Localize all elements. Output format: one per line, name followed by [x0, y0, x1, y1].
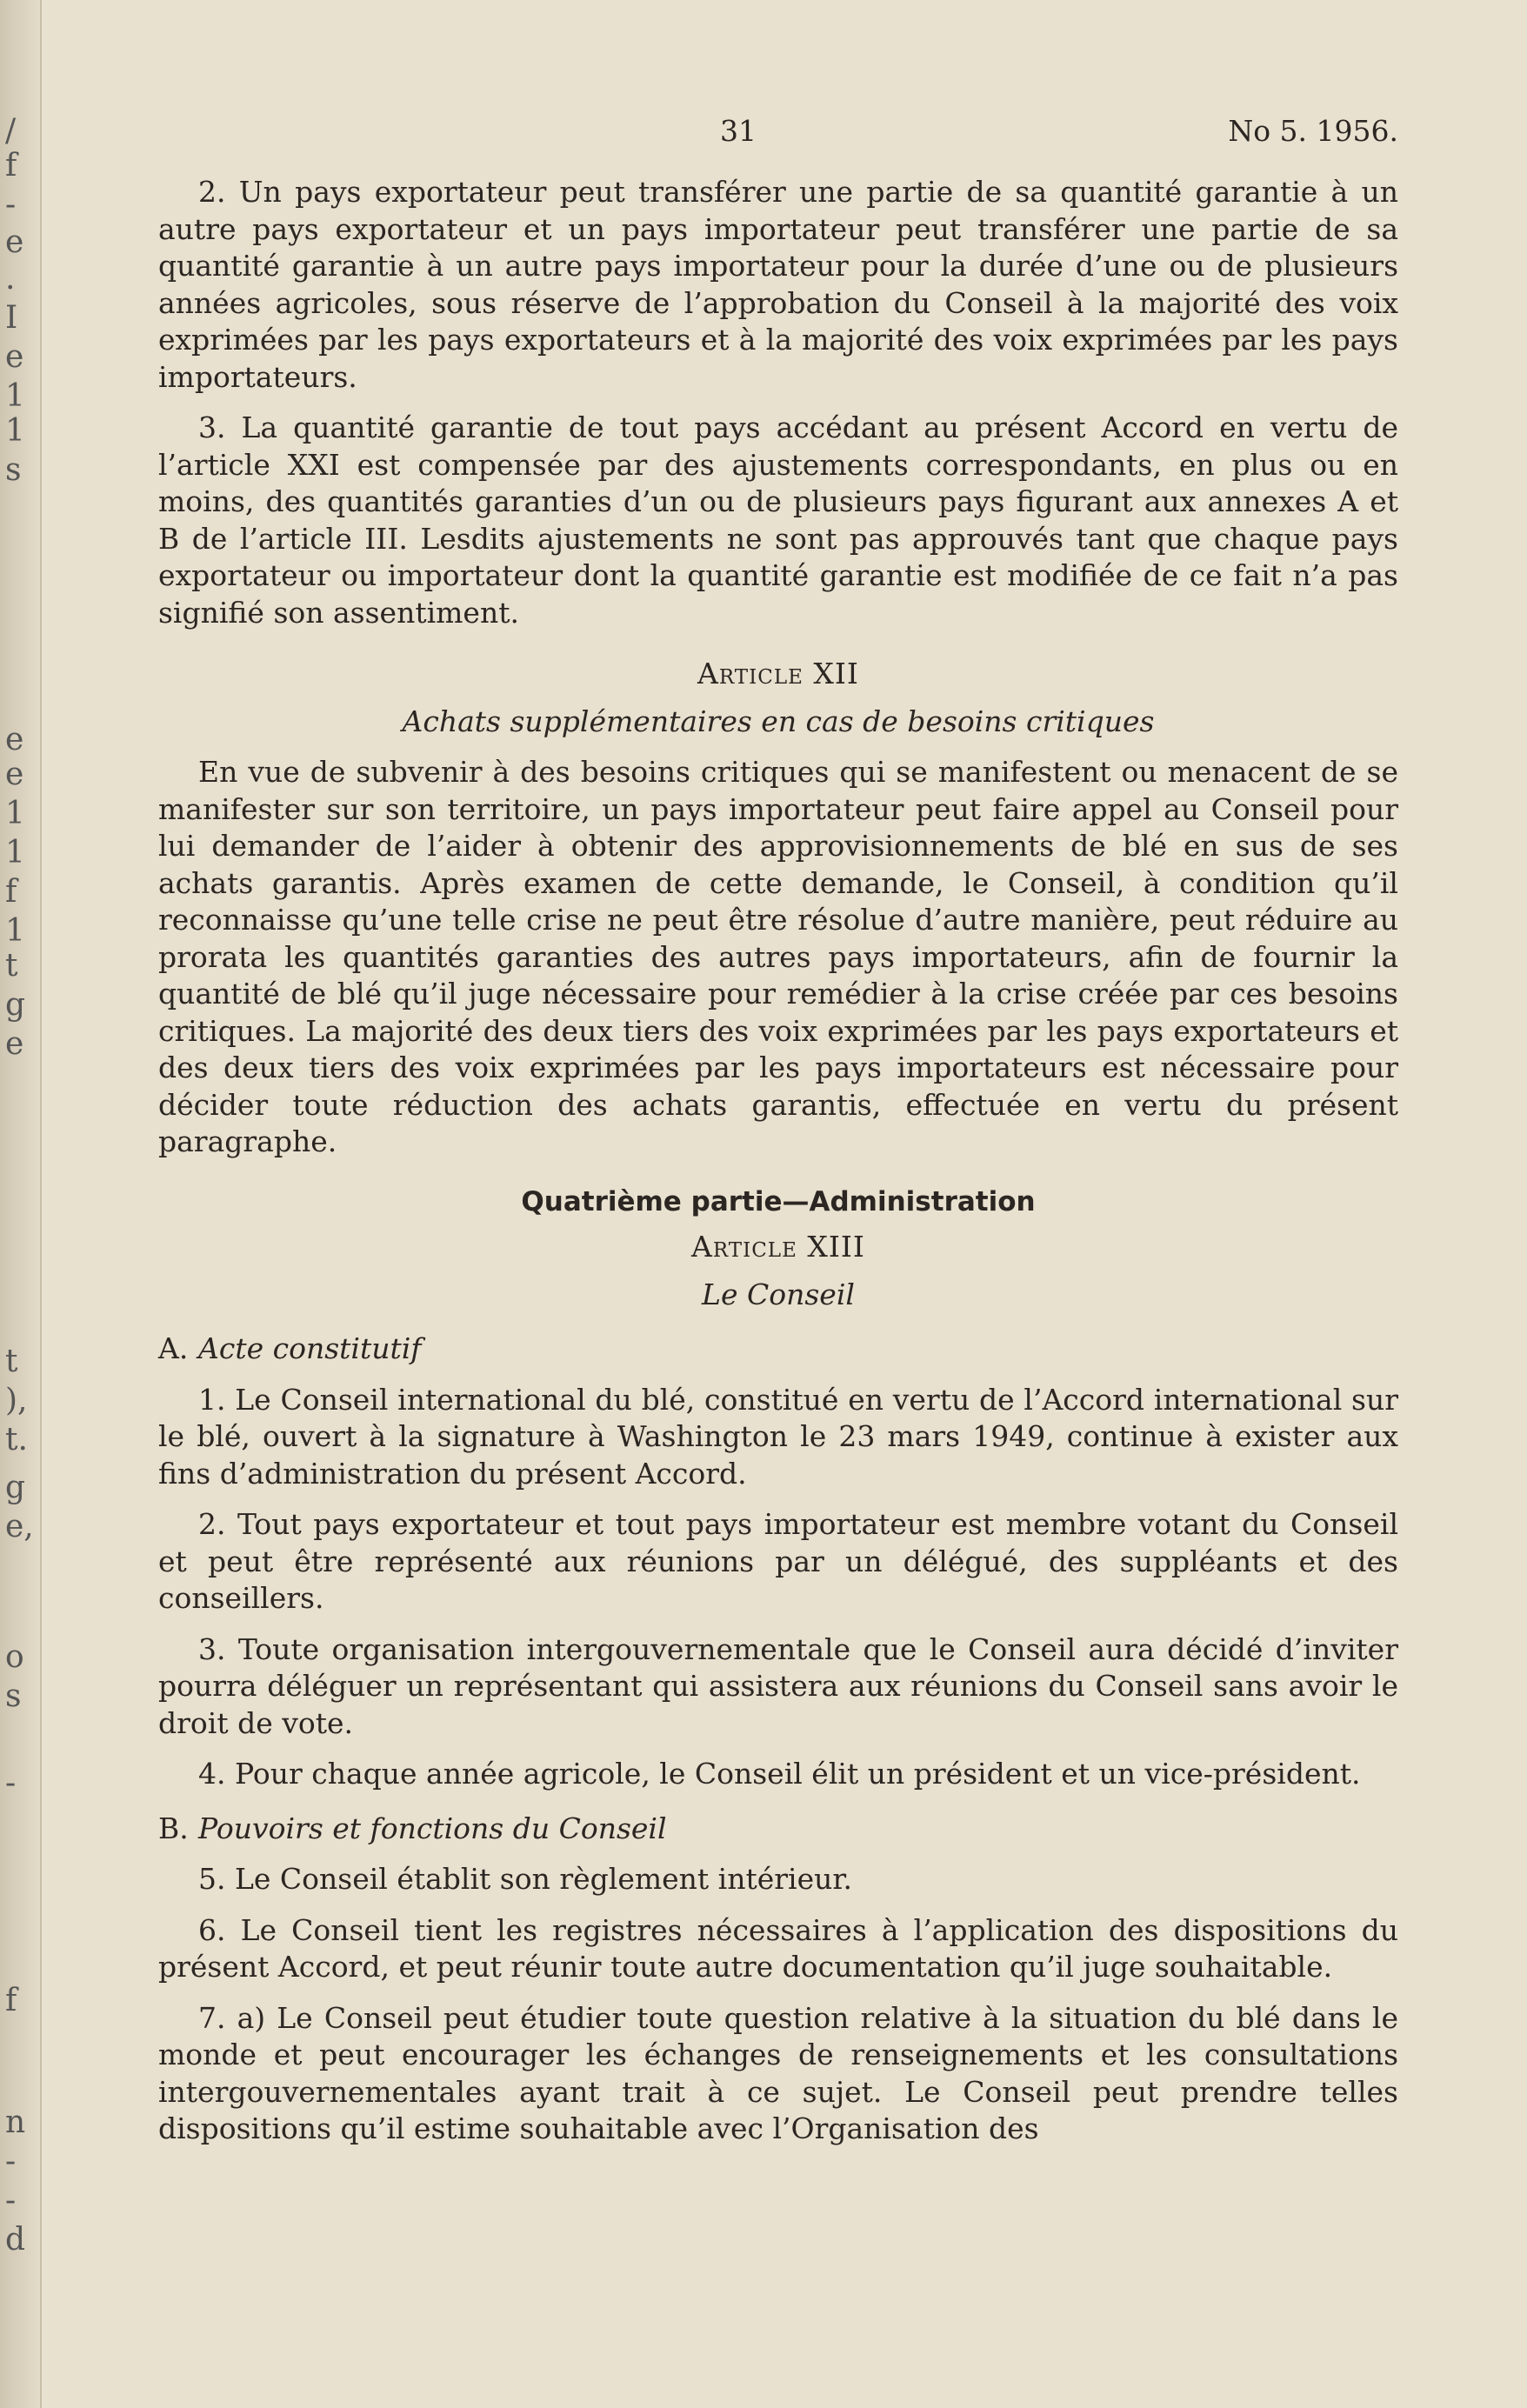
margin-fragment: t. — [5, 1422, 28, 1457]
margin-fragment: - — [5, 2144, 17, 2179]
margin-fragment: 1 — [5, 796, 25, 831]
part-heading: Quatrième partie—Administration — [521, 1185, 1036, 1217]
margin-fragment: 1 — [5, 413, 25, 449]
margin-fragment: s — [5, 452, 22, 488]
margin-fragment: - — [5, 187, 17, 223]
margin-fragment: e — [5, 224, 24, 260]
document-page — [158, 113, 1398, 2162]
margin-fragment: - — [5, 1765, 17, 1801]
paragraph: En vue de subvenir à des besoins critiques qui se manifestent ou menacent de se manifester sur son territoire, un pays importateur peut faire appel au Conseil pour lui demander de l’aider à obtenir des approvisionnements de blé en sus de ses achats garantis. Après examen de cette demande, le Conseil, à condition qu’il reconnaisse qu’une telle crise ne peut être résolue d’autre manière, peut réduire au prorata les quantités garanties des autres pays importateurs, afin de fournir la quantité de blé qu’il juge nécessaire pour remédier à la crise créée par ces besoins critiques. La majorité des deux tiers des voix exprimées par les pays exportateurs et des deux tiers des voix exprimées par les pays importateurs est nécessaire pour décider toute réduction des achats garantis, effectuée en vertu du présent paragraphe. — [158, 755, 1398, 1158]
section-letter: A. — [158, 1331, 189, 1365]
margin-fragment: e — [5, 757, 24, 792]
page-header — [158, 113, 1398, 174]
document-number: No 5. 1956. — [1228, 114, 1398, 148]
paragraph: 2. Un pays exportateur peut transférer une partie de sa quantité garantie à un autre pays exportateur et un pays importateur peut transférer une partie de sa quantité garantie à un autre pays importateur pour la durée d’une ou de plusieurs années agricoles, sous réserve de l’approbation du Conseil à la majorité des voix exprimées par les pays exportateurs et à la majorité des voix exprimées par les pays importateurs. — [158, 175, 1398, 394]
margin-fragment: o — [5, 1639, 24, 1675]
article-subtitle: Achats supplémentaires en cas de besoins critiques — [402, 704, 1155, 738]
article-subtitle: Le Conseil — [702, 1277, 855, 1311]
margin-fragment: f — [5, 1983, 17, 2018]
article-heading: Article XIII — [691, 1230, 865, 1264]
margin-fragment: 1 — [5, 378, 25, 414]
margin-fragment: e, — [5, 1509, 34, 1544]
margin-fragment: t — [5, 1344, 18, 1379]
paragraph: 6. Le Conseil tient les registres nécessaires à l’application des dispositions du présent Accord, et peut réunir toute autre documentation qu’il juge souhaitable. — [158, 1912, 1398, 1984]
adjacent-page-edge — [0, 0, 42, 2408]
section-letter: B. — [158, 1811, 189, 1845]
margin-fragment: g — [5, 987, 26, 1023]
paragraph: 7. a) Le Conseil peut étudier toute question relative à la situation du blé dans le monde et peut encourager les échanges de renseignements et les consultations intergouvernementales ayant trait à ce sujet. Le Conseil peut prendre telles dispositions qu’il estime souhaitable avec l’Organisation des — [158, 2000, 1398, 2145]
paragraph: 3. La quantité garantie de tout pays accédant au présent Accord en vertu de l’article XXI est compensée par des ajustements correspondants, en plus ou en moins, des quantités garanties d’un ou de plusieurs pays figurant aux annexes A et B de l’article III. Lesdits ajustements ne sont pas approuvés tant que chaque pays exportateur ou importateur dont la quantité garantie est modifiée de ce fait n’a pas signifié son assentiment. — [158, 410, 1398, 630]
section-heading — [158, 1331, 1398, 1368]
margin-fragment: e — [5, 1026, 24, 1062]
paragraph: 4. Pour chaque année agricole, le Conseil élit un président et un vice-président. — [198, 1757, 1361, 1791]
paragraph: 5. Le Conseil établit son règlement intérieur. — [198, 1862, 853, 1896]
section-title: Acte constitutif — [198, 1331, 422, 1365]
margin-fragment: I — [5, 300, 18, 336]
margin-fragment: g — [5, 1470, 26, 1505]
margin-fragment: - — [5, 2183, 17, 2218]
section-heading — [158, 1811, 1398, 1848]
section-title: Pouvoirs et fonctions du Conseil — [198, 1811, 667, 1845]
margin-fragment: s — [5, 1678, 22, 1714]
margin-fragment: / — [5, 113, 17, 149]
margin-fragment: f — [5, 148, 17, 183]
margin-fragment: f — [5, 874, 17, 910]
margin-fragment: 1 — [5, 835, 25, 870]
margin-fragment: 1 — [5, 913, 25, 949]
paragraph: 1. Le Conseil international du blé, constitué en vertu de l’Accord international sur le blé, ouvert à la signature à Washington le 23 mars 1949, continue à exister aux fins d’administration du présent Accord. — [158, 1382, 1398, 1491]
margin-fragment: t — [5, 948, 18, 984]
margin-fragment: n — [5, 2104, 26, 2140]
paragraph: 3. Toute organisation intergouvernementale que le Conseil aura décidé d’inviter pourra déléguer un représentant qui assistera aux réunions du Conseil sans avoir le droit de vote. — [158, 1631, 1398, 1740]
paragraph: 2. Tout pays exportateur et tout pays importateur est membre votant du Conseil et peut être représenté aux réunions par un délégué, des suppléants et des conseillers. — [158, 1507, 1398, 1615]
margin-fragment: ), — [5, 1383, 28, 1418]
article-heading: Article XII — [697, 657, 859, 690]
margin-fragment: e — [5, 722, 24, 757]
margin-fragment: d — [5, 2222, 26, 2258]
page-number: 31 — [720, 114, 757, 148]
margin-fragment: . — [5, 261, 16, 297]
margin-fragment: e — [5, 339, 24, 375]
